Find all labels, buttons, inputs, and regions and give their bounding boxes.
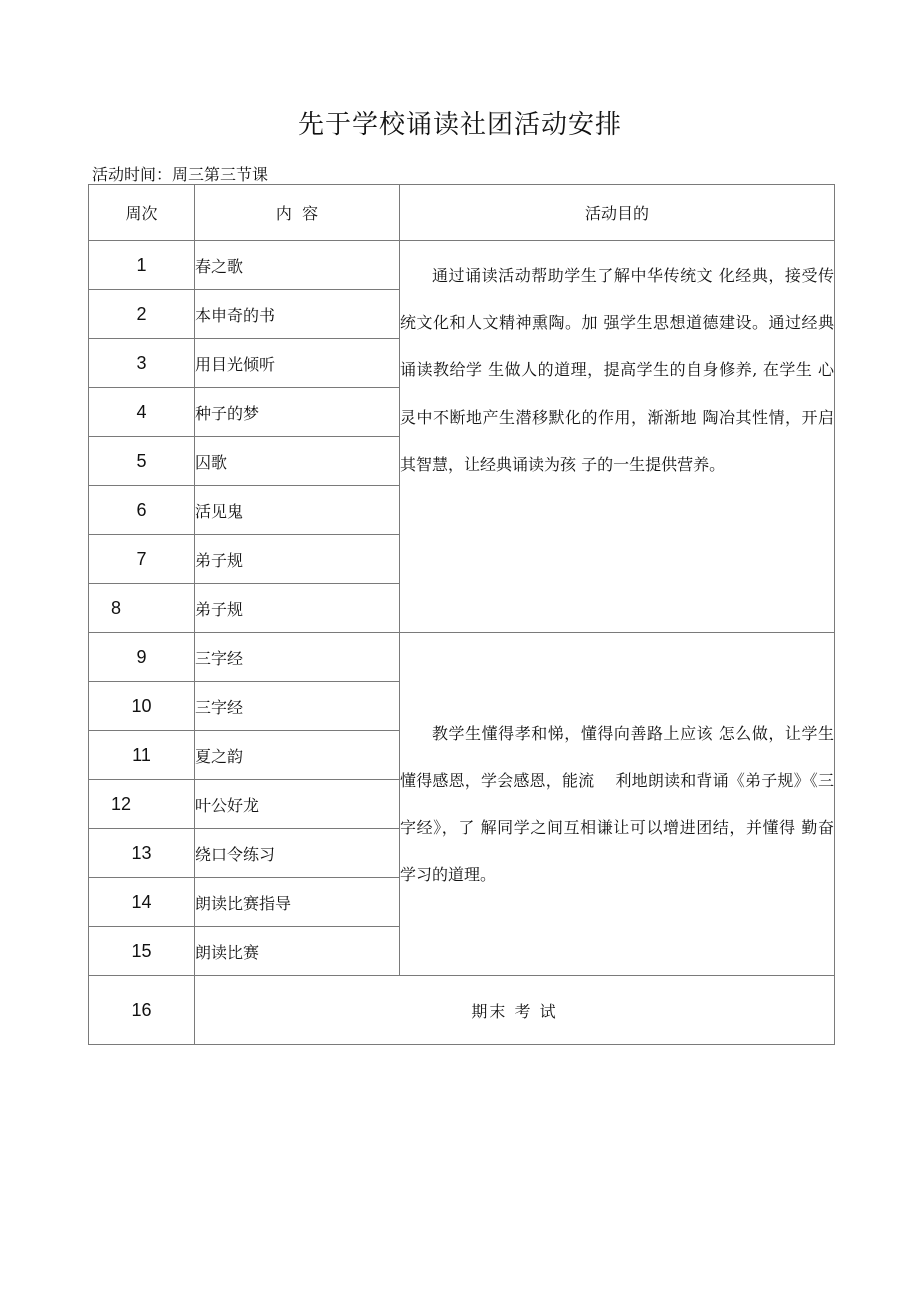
purpose-cell-1	[400, 241, 835, 633]
content-cell: 弟子规	[195, 584, 400, 633]
table-row	[89, 241, 835, 290]
week-number: 9	[89, 633, 195, 682]
week-number: 15	[89, 927, 195, 976]
header-purpose: 活动目的	[400, 185, 835, 241]
content-cell: 种子的梦	[195, 388, 400, 437]
final-exam-row	[89, 976, 835, 1045]
week-number: 13	[89, 829, 195, 878]
week-number: 4	[89, 388, 195, 437]
week-number: 1	[89, 241, 195, 290]
week-number: 11	[89, 731, 195, 780]
table-header-row	[89, 185, 835, 241]
week-number: 12	[89, 780, 195, 829]
content-cell: 朗读比赛指导	[195, 878, 400, 927]
content-cell: 绕口令练习	[195, 829, 400, 878]
activity-time: 活动时间：周三第三节课	[92, 165, 269, 184]
schedule-table	[88, 184, 835, 1045]
week-number: 7	[89, 535, 195, 584]
content-cell: 活见鬼	[195, 486, 400, 535]
week-number: 10	[89, 682, 195, 731]
content-cell: 三字经	[195, 682, 400, 731]
week-number: 6	[89, 486, 195, 535]
week-number: 14	[89, 878, 195, 927]
week-number: 8	[89, 584, 195, 633]
content-cell: 弟子规	[195, 535, 400, 584]
content-cell: 叶公好龙	[195, 780, 400, 829]
week-number: 16	[89, 976, 195, 1045]
header-content: 内 容	[195, 185, 400, 241]
content-cell: 本申奇的书	[195, 290, 400, 339]
content-cell: 三字经	[195, 633, 400, 682]
page-title: 先于学校诵读社团活动安排	[297, 110, 622, 140]
week-number: 5	[89, 437, 195, 486]
purpose-text-1: 通过诵读活动帮助学生了解中华传统文 化经典，接受传统文化和人文精神熏陶。加 强学生思想道德建设。通过经典诵读教给学 生做人的道理，提高学生的自身修养, 在学生 心灵中不断地产生潜移默化的作用，渐渐地 陶冶其性情，开启其智慧，让经典诵读为孩 子的一生提供营养。	[400, 266, 834, 474]
content-cell: 夏之韵	[195, 731, 400, 780]
content-cell: 春之歌	[195, 241, 400, 290]
week-number: 2	[89, 290, 195, 339]
header-week: 周次	[89, 185, 195, 241]
purpose-text-2: 教学生懂得孝和悌，懂得向善路上应该 怎么做，让学生懂得感恩，学会感恩，能流 利地朗读和背诵《弟子规》《三字经》，了 解同学之间互相谦让可以增进团结，并懂得 勤奋学习的道理。	[400, 723, 834, 885]
final-exam-cell: 期末 考 试	[195, 976, 835, 1045]
week-number: 3	[89, 339, 195, 388]
table-row	[89, 633, 835, 682]
content-cell: 囚歌	[195, 437, 400, 486]
purpose-cell-2	[400, 633, 835, 976]
content-cell: 朗读比赛	[195, 927, 400, 976]
content-cell: 用目光倾听	[195, 339, 400, 388]
